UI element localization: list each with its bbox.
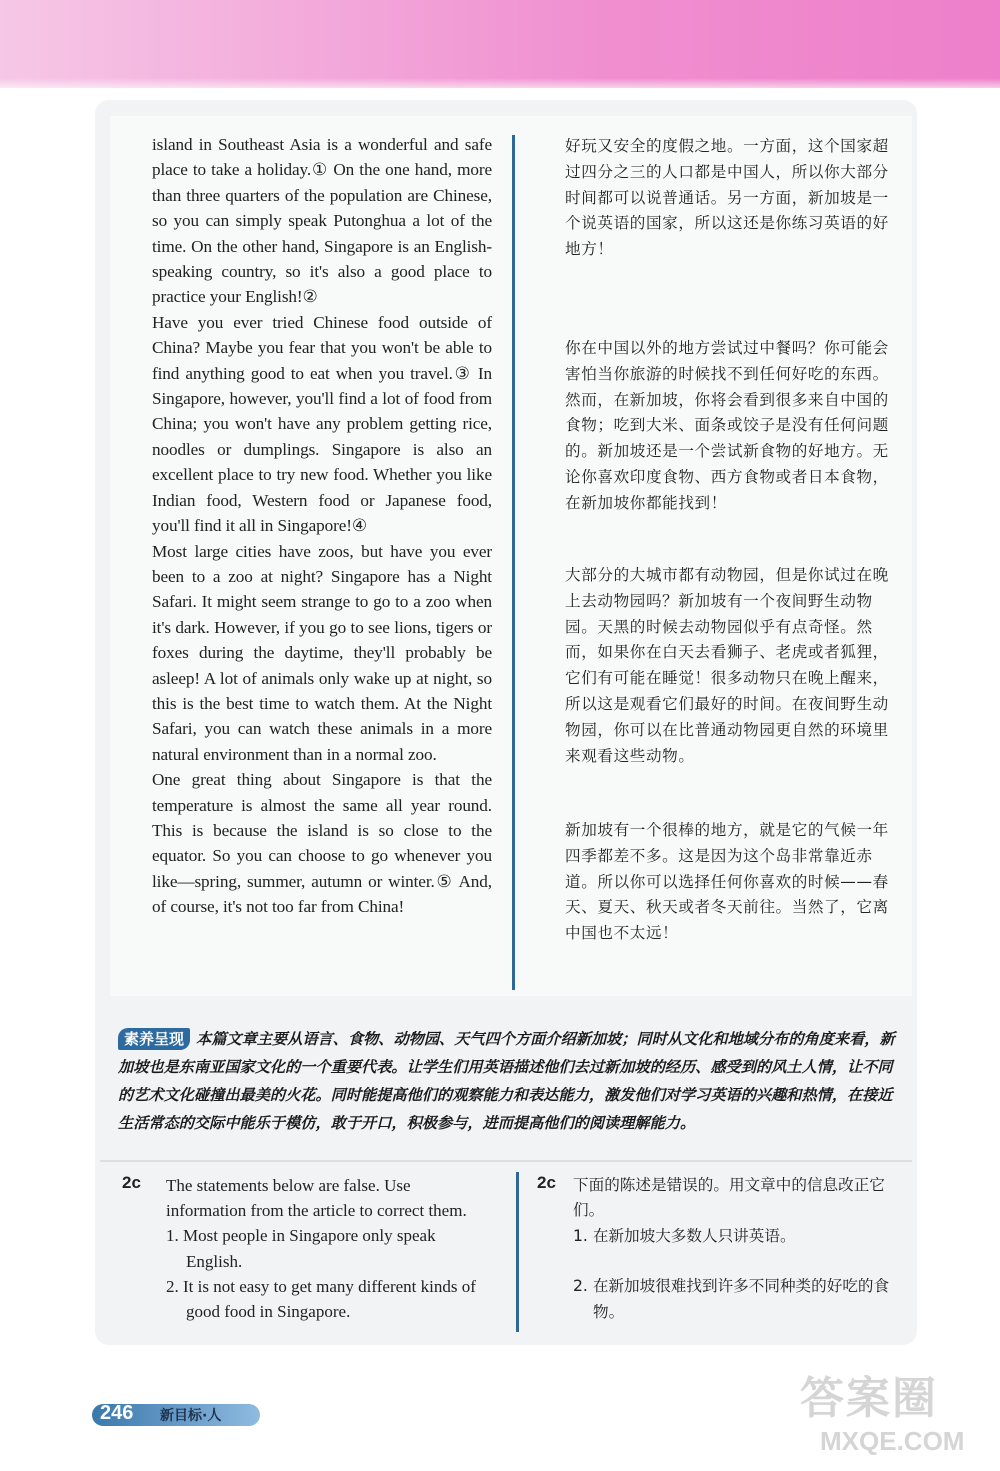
english-passage: [152, 132, 492, 920]
exercise-cn: [573, 1173, 903, 1325]
literacy-note-text: 本篇文章主要从语言、食物、动物园、天气四个方面介绍新加坡；同时从文化和地域分布的角度来看，新加坡也是东南亚国家文化的一个重要代表。让学生们用英语描述他们去过新加坡的经历、感受到的风土人情，让不同的艺术文化碰撞出最美的火花。同时能提高他们的观察能力和表达能力，激发他们对学习英语的兴趣和热情，在接近生活常态的交际中能乐于模仿，敢于开口，积极参与，进而提高他们的阅读理解能力。: [118, 1030, 895, 1132]
exercise-en-item-2: 2. It is not easy to get many different kinds of good food in Singapore.: [166, 1276, 476, 1322]
en-paragraph-3: Most large cities have zoos, but have you ever been to a zoo at night? Singapore has a Night Safari. It might seem strange to go to a zoo when it's dark. However, if you go to see lions, tigers or foxes during the daytime, they'll probably be asleep! A lot of animals only wake up at night, so this is the best time to watch them. At the Night Safari, you can watch these animals in a more natural environment than in a normal zoo.: [152, 541, 492, 764]
literacy-note: [118, 1025, 906, 1137]
exercise-en-instruction: The statements below are false. Use information from the article to correct them.: [166, 1176, 467, 1221]
page-number: 246: [100, 1402, 134, 1424]
exercise-cn-item-2: 2. 在新加坡很难找到许多不同种类的好吃的食物。: [573, 1277, 890, 1321]
exercise-number-cn: 2c: [537, 1173, 556, 1192]
exercise-en-item-1: 1. Most people in Singapore only speak English.: [166, 1226, 436, 1271]
en-paragraph-1: island in Southeast Asia is a wonderful and safe place to take a holiday.① On the one hand, more than three quarters of the population are Chinese, so you can simply speak Putonghua a lot of the time. On the other hand, Singapore is an English-speaking country, so it's also a good place to practice your English!②: [152, 135, 492, 307]
book-title: 新目标·人: [160, 1408, 222, 1424]
watermark-main: 答案圈: [800, 1373, 938, 1424]
header-band: [0, 0, 1000, 88]
cn-paragraph-1: 好玩又安全的度假之地。一方面，这个国家超过四分之三的人口都是中国人，所以你大部分时间都可以说普通话。另一方面，新加坡是一个说英语的国家，所以这还是你练习英语的好地方！: [565, 137, 889, 259]
exercise-divider: [516, 1172, 519, 1332]
cn-paragraph-3: 大部分的大城市都有动物园，但是你试过在晚上去动物园吗？新加坡有一个夜间野生动物园。天黑的时候去动物园似乎有点奇怪。然而，如果你在白天去看狮子、老虎或者狐狸，它们有可能在睡觉！很多动物只在晚上醒来，所以这是观看它们最好的时间。在夜间野生动物园，你可以在比普通动物园更自然的环境里来观看这些动物。: [565, 566, 889, 765]
exercise-en: [166, 1173, 494, 1324]
column-divider: [512, 135, 515, 990]
en-paragraph-2: Have you ever tried Chinese food outside of China? Maybe you fear that you won't be able to find anything good to eat when you travel.③ In Singapore, however, you'll find a lot of food from China; you won't have any problem getting rice, noodles or dumplings. Singapore is also an excellent place to try new food. Whether you like Indian food, Western food or Japanese food, you'll find it all in Singapore!④: [152, 312, 492, 536]
en-paragraph-4: One great thing about Singapore is that the temperature is almost the same all year round. This is because the island is so close to the equator. So you can choose to go whenever you like—spring, summer, autumn or winter.⑤ And, of course, it's not too far from China!: [152, 770, 492, 917]
watermark-sub: MXQE.COM: [820, 1426, 965, 1456]
cn-paragraph-4: 新加坡有一个很棒的地方，就是它的气候一年四季都差不多。这是因为这个岛非常靠近赤道。所以你可以选择任何你喜欢的时候——春天、夏天、秋天或者冬天前往。当然了，它离中国也不太远！: [565, 821, 889, 943]
watermark-logo: [800, 1362, 996, 1466]
section-separator: [100, 1160, 912, 1162]
cn-paragraph-2: 你在中国以外的地方尝试过中餐吗？你可能会害怕当你旅游的时候找不到任何好吃的东西。然而，在新加坡，你将会看到很多来自中国的食物；吃到大米、面条或饺子是没有任何问题的。新加坡还是一个尝试新食物的好地方。无论你喜欢印度食物、西方食物或者日本食物，在新加坡你都能找到！: [565, 339, 889, 512]
exercise-number-en: 2c: [122, 1173, 141, 1192]
literacy-badge: 素养呈现: [118, 1028, 190, 1050]
exercise-cn-instruction: 下面的陈述是错误的。用文章中的信息改正它们。: [573, 1176, 885, 1220]
exercise-cn-item-1: 1. 在新加坡大多数人只讲英语。: [573, 1226, 796, 1245]
